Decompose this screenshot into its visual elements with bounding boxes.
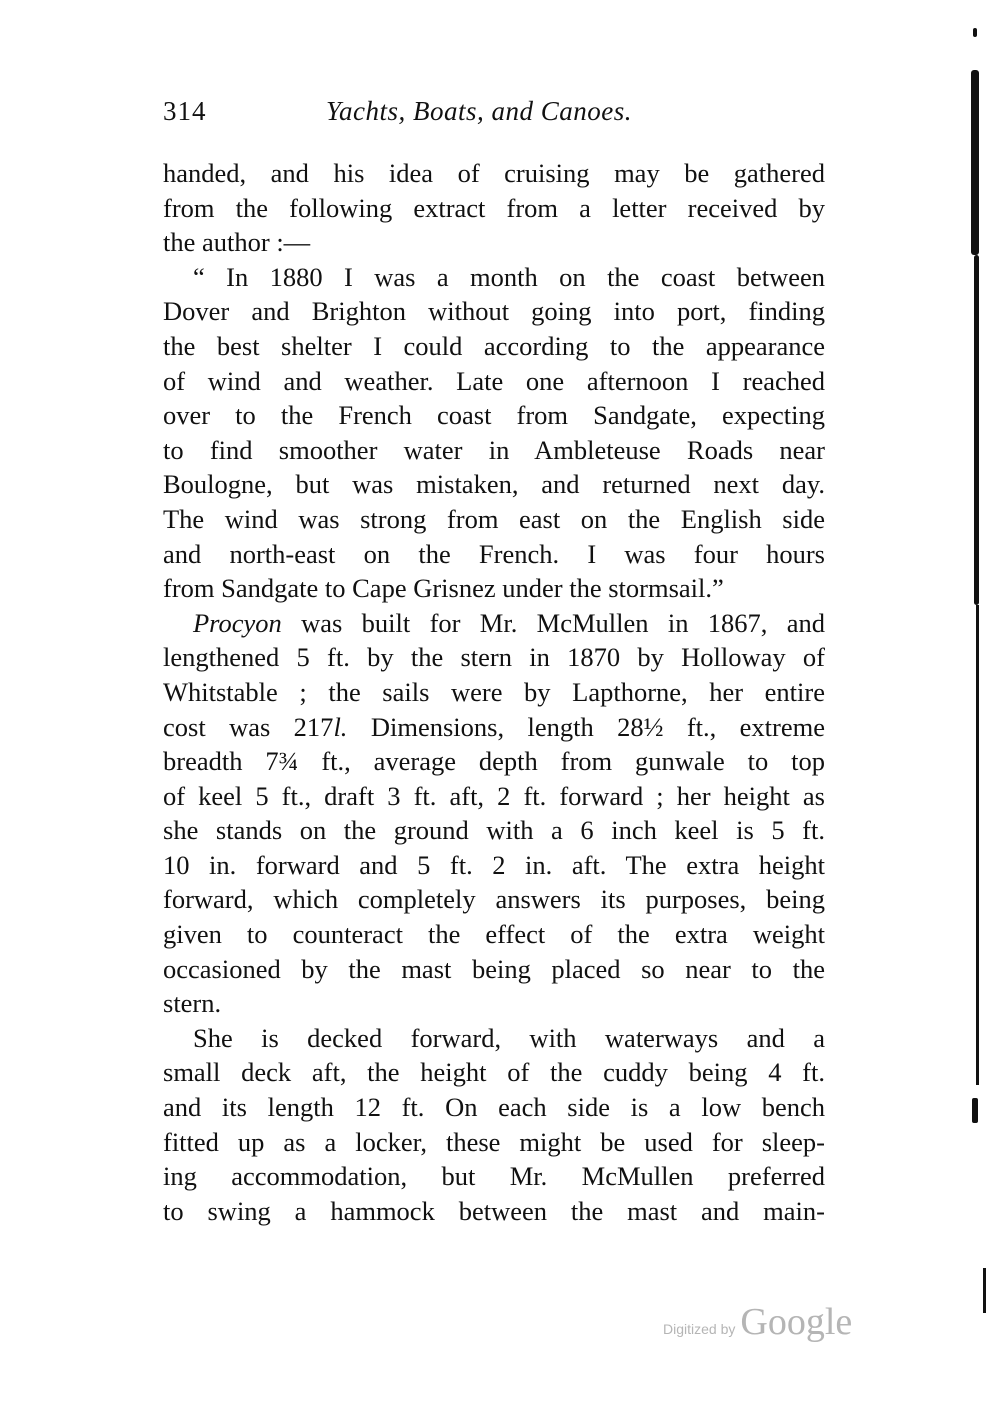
watermark-logo-text: Google <box>740 1301 853 1343</box>
page-edge-shadow <box>971 70 979 255</box>
text-line <box>163 710 825 745</box>
text-fragment: Dimensions, length 28½ ft., extreme <box>347 711 826 742</box>
text-line: stern. <box>163 988 222 1019</box>
text-line: She is decked forward, with waterways and a <box>193 1022 825 1053</box>
text-line: from the following extract from a letter received by <box>163 192 825 223</box>
text-line: handed, and his idea of cruising may be gathered <box>163 158 825 188</box>
body-text <box>163 156 825 1228</box>
text-line: the best shelter I could according to the appearance <box>163 330 825 361</box>
text-line: Dover and Brighton without going into port, finding <box>163 296 825 327</box>
text-line: over to the French coast from Sandgate, expecting <box>163 400 825 431</box>
page-edge-shadow <box>976 605 979 1085</box>
text-fragment: was built for Mr. McMullen in 1867, and <box>281 607 825 638</box>
deck-paragraph <box>163 1021 825 1229</box>
page-edge-shadow <box>983 1268 986 1313</box>
text-line: to find smoother water in Ambleteuse Roads near <box>163 434 825 465</box>
text-line: forward, which completely answers its purposes, being <box>163 884 825 915</box>
text-line: the author :— <box>163 227 311 258</box>
running-title: Yachts, Boats, and Canoes. <box>326 96 633 126</box>
text-line: ing accommodation, but Mr. McMullen preferred <box>163 1161 825 1192</box>
text-line: Whitstable ; the sails were by Lapthorne, her entire <box>163 676 825 707</box>
text-line: of wind and weather. Late one afternoon I reached <box>163 365 825 396</box>
text-line: The wind was strong from east on the English side <box>163 503 825 534</box>
text-line: to swing a hammock between the mast and main- <box>163 1195 825 1226</box>
text-line: occasioned by the mast being placed so near to the <box>163 953 825 984</box>
text-fragment: cost was 217 <box>163 711 334 742</box>
text-line <box>163 606 825 641</box>
text-line: and north-east on the French. I was four hours <box>163 538 825 569</box>
currency-symbol: l. <box>333 711 348 742</box>
paragraph-1 <box>163 156 825 260</box>
page-header <box>163 96 825 136</box>
text-line: fitted up as a locker, these might be used for sleep- <box>163 1126 825 1157</box>
text-line: small deck aft, the height of the cuddy being 4 ft. <box>163 1057 825 1088</box>
text-line: lengthened 5 ft. by the stern in 1870 by Holloway of <box>163 642 825 673</box>
text-line: “ In 1880 I was a month on the coast between <box>193 261 825 292</box>
text-line: and its length 12 ft. On each side is a low bench <box>163 1092 825 1123</box>
text-line: given to counteract the effect of the extra weight <box>163 919 825 950</box>
text-line: she stands on the ground with a 6 inch keel is 5 ft. <box>163 815 825 846</box>
page-edge-shadow <box>974 255 979 605</box>
page-number: 314 <box>163 96 207 126</box>
text-line: 10 in. forward and 5 ft. 2 in. aft. The extra height <box>163 849 825 880</box>
ship-name: Procyon <box>193 607 282 638</box>
text-line: breadth 7¾ ft., average depth from gunwale to top <box>163 746 825 777</box>
text-line: Boulogne, but was mistaken, and returned next day. <box>163 469 825 500</box>
digitized-watermark <box>663 1300 852 1344</box>
watermark-small-text: Digitized by <box>663 1321 736 1337</box>
scan-mark <box>972 1098 978 1123</box>
quoted-letter-paragraph <box>163 260 825 606</box>
text-line: of keel 5 ft., draft 3 ft. aft, 2 ft. forward ; her height as <box>163 780 825 811</box>
scan-mark <box>973 28 977 37</box>
procyon-paragraph <box>163 606 825 1021</box>
text-line: from Sandgate to Cape Grisnez under the stormsail.” <box>163 573 724 604</box>
